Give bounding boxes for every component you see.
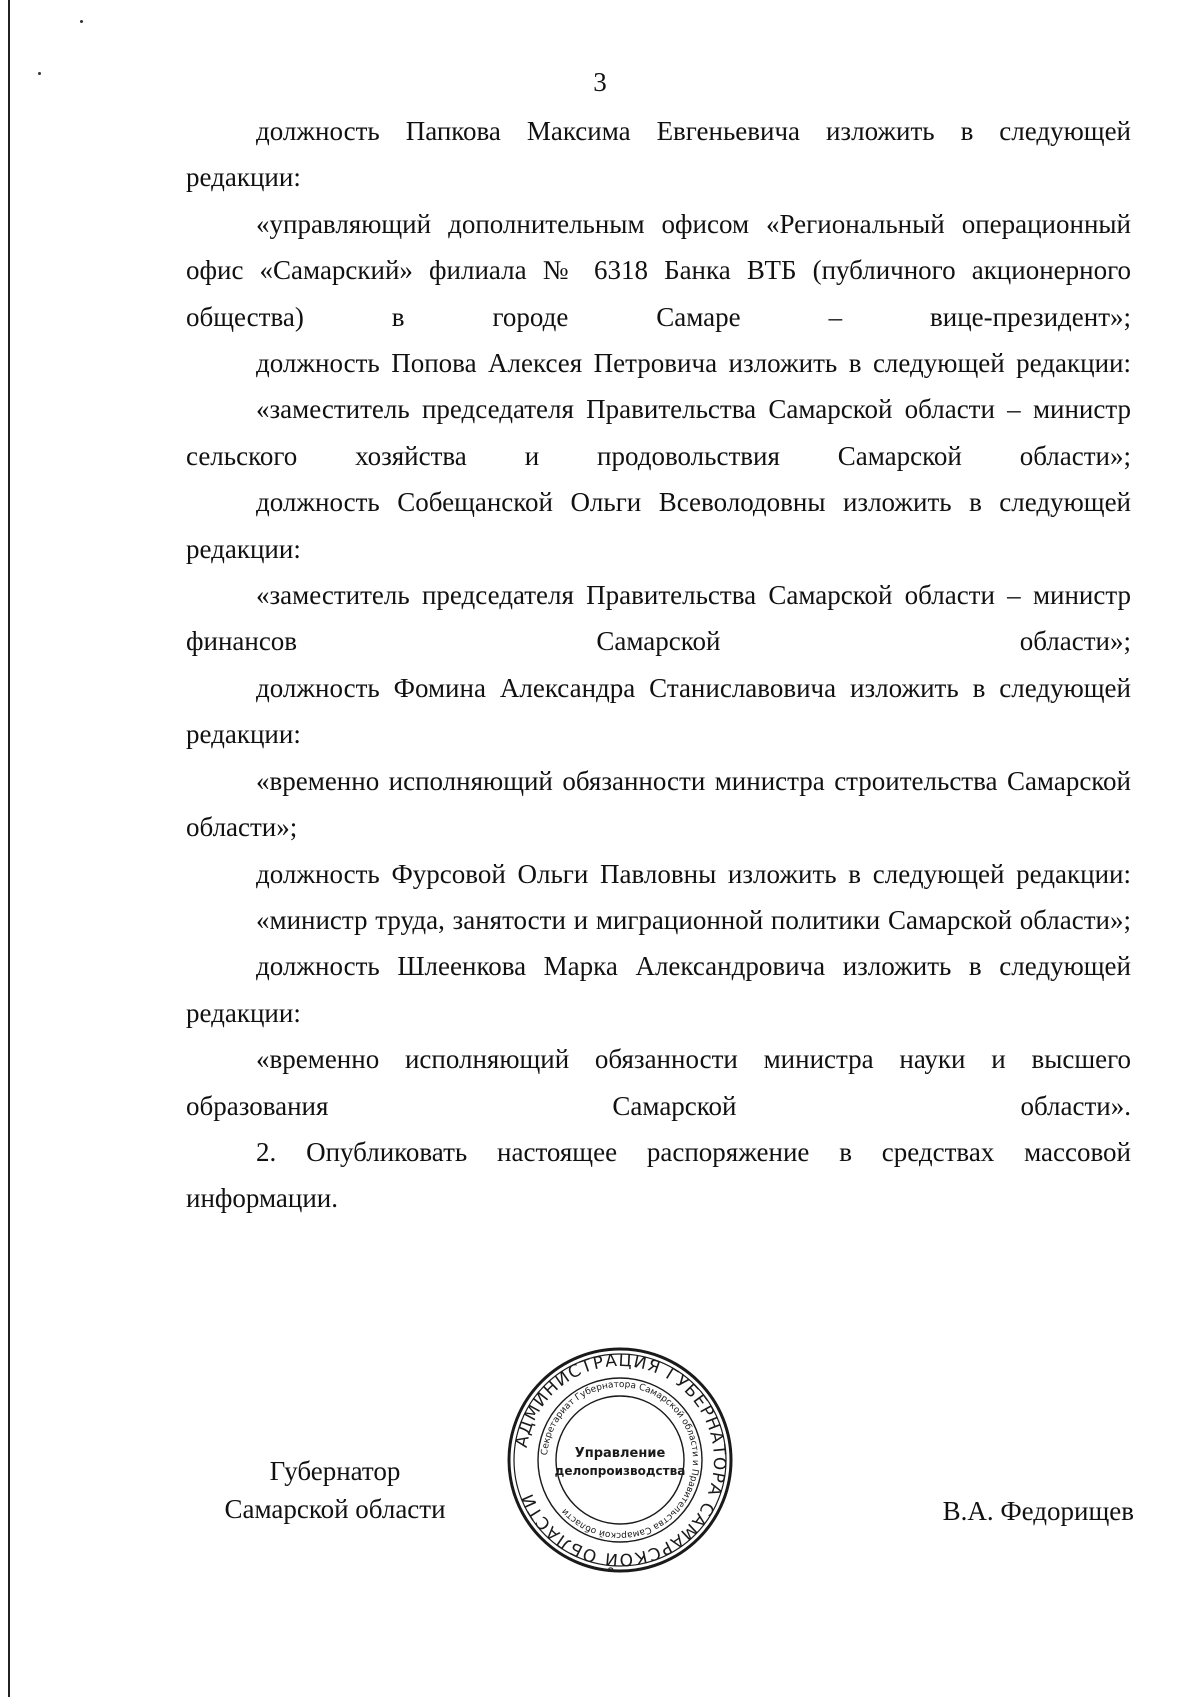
page-edge-line [8,0,10,1697]
paragraph: должность Фурсовой Ольги Павловны изложить в следующей редакции: [256,858,1131,889]
paragraph: должность Шлеенкова Марка Александровича изложить в следующей редакции: [186,951,1131,1028]
document-body [186,108,1131,1222]
paragraph: должность Собещанской Ольги Всеволодовны изложить в следующей редакции: [186,487,1131,564]
paragraph: «заместитель председателя Правительства Самарской области – министр сельского хозяйства и продовольствия Самарской области»; [186,394,1131,471]
paragraph: 2. Опубликовать настоящее распоряжение в средствах массовой информации. [186,1136,1131,1214]
signatory-name: В.А. Федорищев [942,1496,1134,1526]
seal-outer-text: АДМИНИСТРАЦИЯ ГУБЕРНАТОРА САМАРСКОЙ ОБЛАСТИ [511,1350,730,1570]
paragraph: «временно исполняющий обязанности министра науки и высшего образования Самарской области». [186,1044,1131,1121]
paragraph: должность Попова Алексея Петровича изложить в следующей редакции: [256,348,1131,379]
paragraph: должность Папкова Максима Евгеньевича изложить в следующей редакции: [186,116,1131,193]
signatory-position-line2: Самарской области [224,1494,446,1524]
scan-speck [80,20,83,23]
signatory-position-line1: Губернатор [269,1456,401,1486]
paragraph: «временно исполняющий обязанности министра строительства Самарской области»; [186,765,1131,843]
paragraph: должность Фомина Александра Станиславовича изложить в следующей редакции: [186,672,1131,750]
seal-inner-ring-text: Секретариат Губернатора Самарской области и Правительства Самарской области [540,1379,701,1541]
page-number: 3 [593,67,607,97]
paragraph: «управляющий дополнительным офисом «Региональный операционный офис «Самарский» филиала № 6318 Банка ВТБ (публичного акционерного общества) в городе Самаре – вице-президент»; [186,208,1131,332]
paragraph: «заместитель председателя Правительства Самарской области – министр финансов Самарской области»; [186,580,1131,657]
seal-center-line1: Управление [574,1446,666,1461]
seal-center-line2: делопроизводства [554,1464,686,1478]
signatory-position [200,1452,470,1528]
paragraph: «министр труда, занятости и миграционной политики Самарской области»; [256,904,1131,935]
official-seal [505,1345,735,1575]
